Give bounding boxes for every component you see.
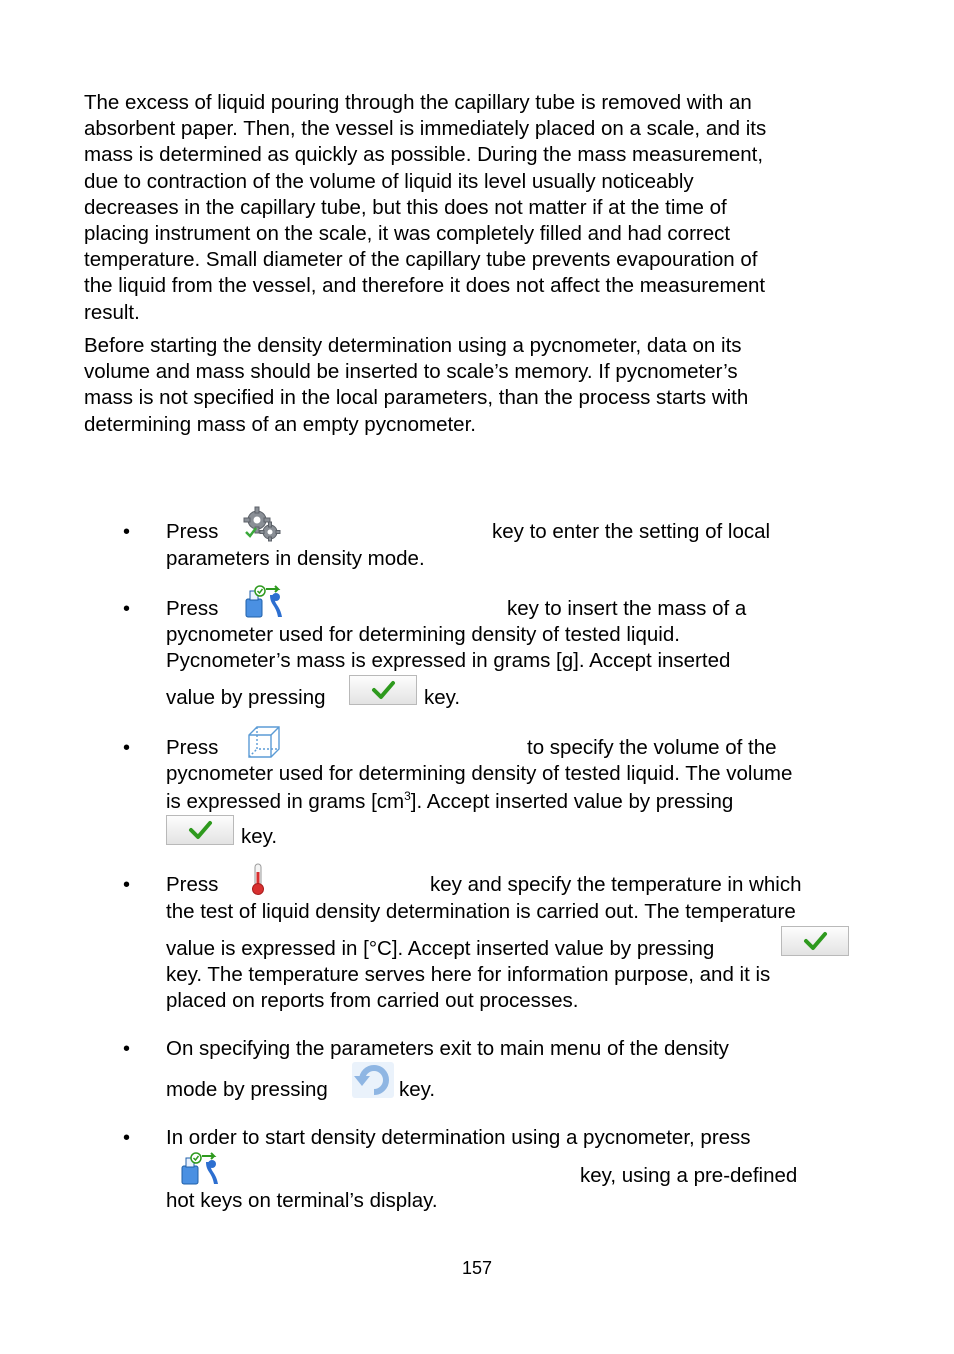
step3-line3b: ]. Accept inserted value by pressing [410, 789, 734, 813]
paragraph-capillary [84, 90, 874, 326]
bullet: • [123, 598, 131, 620]
bullet: • [123, 1038, 131, 1060]
text-line: mass is not specified in the local parameters, than the process starts with [84, 386, 749, 410]
text-line: decreases in the capillary tube, but this does not matter if at the time of [84, 195, 727, 219]
text-line: placing instrument on the scale, it was completely filled and had correct [84, 222, 731, 246]
paragraph-before-starting [84, 333, 874, 438]
text-line: absorbent paper. Then, the vessel is immediately placed on a scale, and its [84, 117, 767, 141]
step6-after: key, using a pre-defined [580, 1164, 798, 1187]
step1-after: key to enter the setting of local [492, 520, 771, 543]
ok-button[interactable] [781, 926, 849, 956]
step4-line2: the test of liquid density determination is carried out. The temperature [166, 900, 796, 923]
step5-line2a: mode by pressing [166, 1078, 328, 1101]
text-line: result. [84, 300, 140, 324]
step5-line1: On specifying the parameters exit to main menu of the density [166, 1037, 729, 1060]
step2-press: Press [166, 597, 219, 620]
check-icon [350, 676, 416, 704]
step2-line3: Pycnometer’s mass is expressed in grams [g]. Accept inserted [166, 649, 731, 672]
step4-press: Press [166, 873, 219, 896]
step3-after: to specify the volume of the [527, 736, 777, 759]
bullet: • [123, 874, 131, 896]
step2-line4b: key. [424, 686, 461, 709]
step3-line3a: is expressed in grams [cm [166, 789, 405, 813]
step4-after: key and specify the temperature in which [430, 873, 802, 896]
text-line: Before starting the density determination using a pycnometer, data on its [84, 334, 742, 357]
cube-volume-icon[interactable] [246, 724, 282, 760]
text-line: determining mass of an empty pycnometer. [84, 412, 476, 436]
check-icon [167, 816, 233, 844]
gears-icon[interactable] [243, 506, 281, 542]
superscript: 3 [404, 789, 411, 803]
text-line: The excess of liquid pouring through the capillary tube is removed with an [84, 91, 752, 114]
bullet: • [123, 1127, 131, 1149]
text-line: temperature. Small diameter of the capillary tube prevents evapouration of [84, 248, 758, 272]
step4-line3: value is expressed in [°C]. Accept inserted value by pressing [166, 937, 715, 960]
step2-after: key to insert the mass of a [507, 597, 747, 620]
text-line: due to contraction of the volume of liquid its level usually noticeably [84, 169, 694, 193]
ok-button[interactable] [166, 815, 234, 845]
step5-line2b: key. [399, 1078, 436, 1101]
step1-line2: parameters in density mode. [166, 547, 425, 570]
step3-press: Press [166, 736, 219, 759]
step3-line3 [166, 789, 733, 814]
step2-line2: pycnometer used for determining density of tested liquid. [166, 623, 680, 646]
page-number: 157 [461, 1258, 493, 1278]
check-icon [782, 927, 848, 955]
step4-line5: placed on reports from carried out processes. [166, 989, 579, 1012]
step3-line4: key. [241, 825, 278, 848]
step2-line4a: value by pressing [166, 686, 326, 709]
text-line: the liquid from the vessel, and therefore it does not affect the measurement [84, 274, 766, 298]
thermometer-icon[interactable] [250, 862, 266, 896]
text-line: mass is determined as quickly as possible. During the mass measurement, [84, 143, 764, 167]
bullet: • [123, 521, 131, 543]
step1-press: Press [166, 520, 219, 543]
pycnometer-mass-icon[interactable] [244, 585, 286, 619]
step4-line4: key. The temperature serves here for information purpose, and it is [166, 963, 771, 986]
bullet: • [123, 737, 131, 759]
undo-arrow-icon[interactable] [352, 1062, 394, 1098]
ok-button[interactable] [349, 675, 417, 705]
step6-line1: In order to start density determination using a pycnometer, press [166, 1126, 751, 1149]
text-line: volume and mass should be inserted to scale’s memory. If pycnometer’s [84, 360, 738, 384]
step3-line2: pycnometer used for determining density of tested liquid. The volume [166, 762, 793, 785]
step6-line3: hot keys on terminal’s display. [166, 1189, 438, 1212]
pycnometer-mass-icon[interactable] [180, 1152, 222, 1186]
